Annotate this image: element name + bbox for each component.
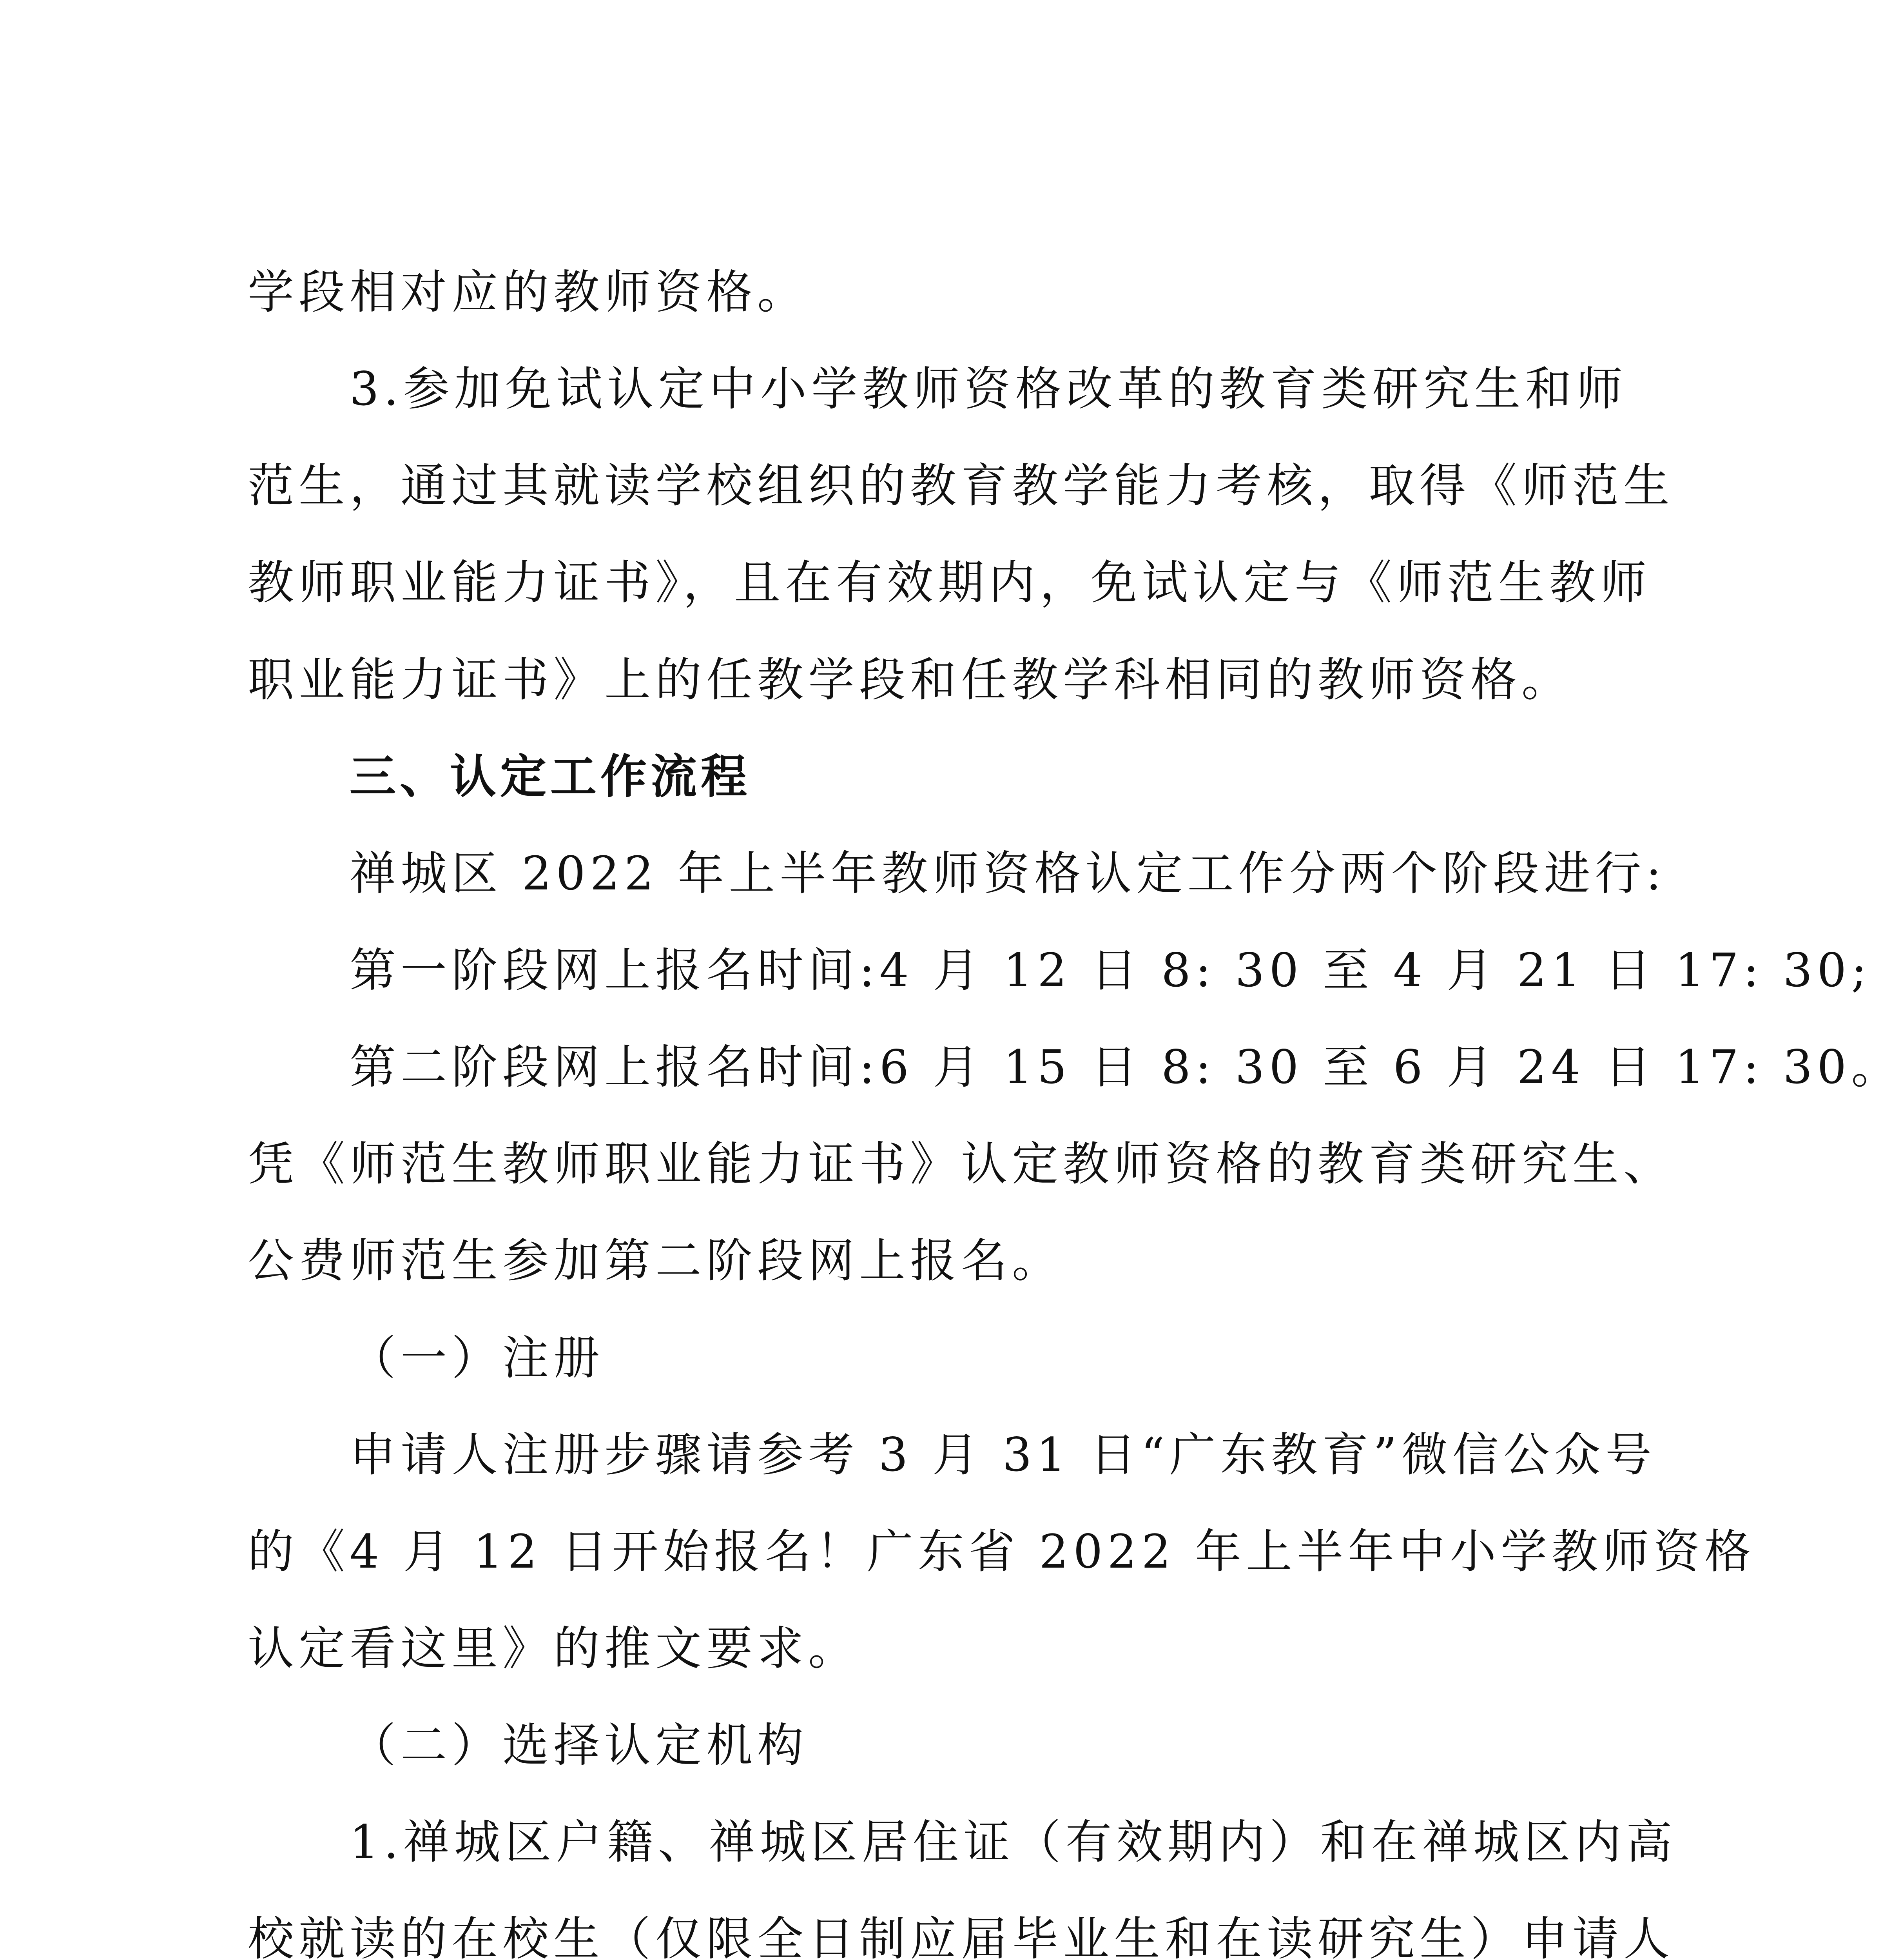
paragraph-line: 申请人注册步骤请参考 3 月 31 日“广东教育”微信公众号 [350,1428,1656,1482]
paragraph-line: 3.参加免试认定中小学教师资格改革的教育类研究生和师 [350,362,1627,416]
paragraph-line: 公费师范生参加第二阶段网上报名。 [248,1234,1063,1288]
paragraph-line: 认定看这里》的推文要求。 [248,1621,859,1675]
paragraph-line: 职业能力证书》上的任教学段和任教学科相同的教师资格。 [248,653,1573,707]
paragraph-line: 第二阶段网上报名时间:6 月 15 日 8: 30 至 6 月 24 日 17: 30。 [350,1040,1902,1094]
paragraph-line: 学段相对应的教师资格。 [248,265,809,319]
subsection-heading: （二）选择认定机构 [350,1718,809,1772]
paragraph-line: 凭《师范生教师职业能力证书》认定教师资格的教育类研究生、 [248,1137,1675,1191]
paragraph-line: 范生，通过其就读学校组织的教育教学能力考核，取得《师范生 [248,459,1675,513]
subsection-heading: （一）注册 [350,1331,605,1385]
paragraph-line: 禅城区 2022 年上半年教师资格认定工作分两个阶段进行: [350,846,1666,900]
paragraph-line: 教师职业能力证书》，且在有效期内，免试认定与《师范生教师 [248,555,1652,610]
paragraph-line: 第一阶段网上报名时间:4 月 12 日 8: 30 至 4 月 21 日 17: 30; [350,943,1872,997]
paragraph-line: 1.禅城区户籍、禅城区居住证（有效期内）和在禅城区内高 [350,1815,1677,1869]
paragraph-line: 校就读的在校生（仅限全日制应届毕业生和在读研究生）申请人 [248,1912,1675,1960]
section-heading: 三、认定工作流程 [350,749,751,804]
paragraph-line: 的《4 月 12 日开始报名！广东省 2022 年上半年中小学教师资格 [248,1524,1756,1579]
